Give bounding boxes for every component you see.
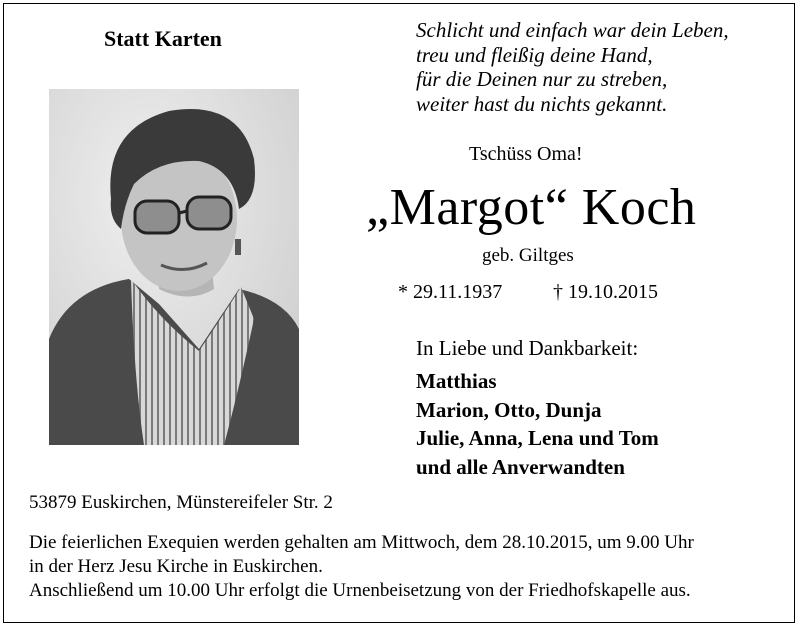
birth-name: geb. Giltges (482, 245, 574, 266)
portrait-illustration (49, 89, 299, 445)
poem (416, 18, 729, 116)
service-info (29, 531, 694, 603)
poem-line: treu und fleißig deine Hand, (416, 42, 653, 67)
service-line: Anschließend um 10.00 Uhr erfolgt die Urnenbeisetzung von der Friedhofskapelle aus. (29, 580, 691, 601)
death-date: † 19.10.2015 (553, 281, 658, 303)
mourner-line: und alle Anverwandten (416, 454, 625, 479)
mourners-list (416, 367, 659, 481)
statt-karten-heading: Statt Karten (104, 26, 222, 51)
address-line: 53879 Euskirchen, Münstereifeler Str. 2 (29, 492, 333, 513)
poem-line: weiter hast du nichts gekannt. (416, 91, 668, 116)
service-line: Die feierlichen Exequien werden gehalten am Mittwoch, dem 28.10.2015, um 9.00 Uhr (29, 532, 694, 553)
greeting-text: Tschüss Oma! (469, 143, 583, 165)
mourner-line: Matthias (416, 369, 497, 393)
birth-date: * 29.11.1937 (398, 281, 503, 303)
mourners-intro: In Liebe und Dankbarkeit: (416, 336, 639, 360)
deceased-name: „Margot“ Koch (366, 179, 697, 236)
mourner-line: Marion, Otto, Dunja (416, 397, 602, 422)
mourner-line: Julie, Anna, Lena und Tom (416, 426, 659, 450)
service-line: in der Herz Jesu Kirche in Euskirchen. (29, 556, 323, 577)
poem-line: für die Deinen nur zu streben, (416, 67, 668, 91)
portrait-photo (49, 89, 299, 445)
poem-line: Schlicht und einfach war dein Leben, (416, 18, 729, 42)
